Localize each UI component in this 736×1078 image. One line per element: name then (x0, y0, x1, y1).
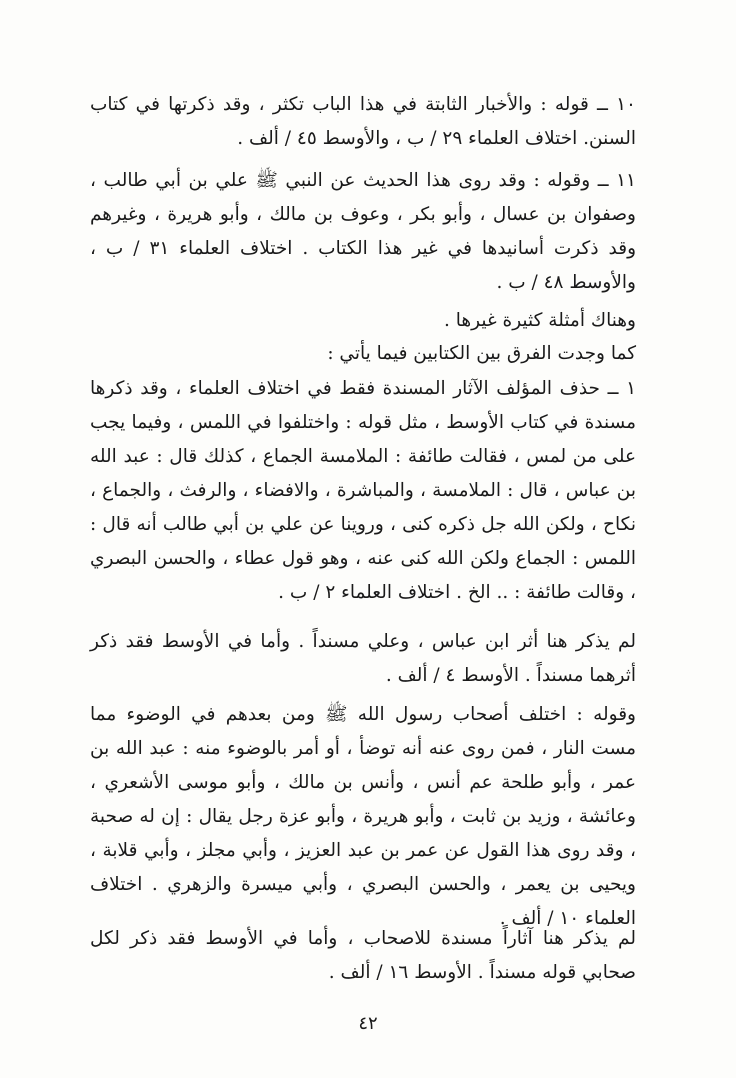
paragraph-text: لم يذكر هنا أثر ابن عباس ، وعلي مسنداً . وأما في الأوسط فقد ذكر أثرهما مسنداً . الأوسط ٤ / ألف . (90, 631, 636, 686)
paragraph-text: كما وجدت الفرق بين الكتابين فيما يأتي : (327, 343, 636, 364)
paragraph-other-examples (90, 304, 636, 338)
paragraph-note-2 (90, 922, 636, 990)
paragraph-text: وهناك أمثلة كثيرة غيرها . (444, 310, 636, 331)
paragraph-text: ١١ ــ وقوله : وقد روى هذا الحديث عن النبي ﷺ علي بن أبي طالب ، وصفوان بن عسال ، وأبو بكر ، وعوف بن مالك ، وأبو هريرة ، وغيرهم وقد ذكرت أسانيدها في غير هذا الكتاب . اختلاف العلماء ٣١ / ب ، والأوسط ٤٨ / ب . (90, 170, 637, 293)
paragraph-note-1 (90, 625, 636, 693)
paragraph-text: لم يذكر هنا آثاراً مسندة للاصحاب ، وأما في الأوسط فقد ذكر لكل صحابي قوله مسنداً . الأوسط ١٦ / ألف . (90, 928, 636, 983)
paragraph-item-11 (90, 164, 636, 300)
paragraph-wudu-quote (90, 698, 636, 936)
page-number: ٤٢ (358, 1013, 378, 1034)
paragraph-difference-1 (90, 372, 636, 610)
paragraph-text: ١ ــ حذف المؤلف الآثار المسندة فقط في اختلاف العلماء ، وقد ذكرها مسندة في كتاب الأوسط ، مثل قوله : واختلفوا في اللمس ، وفيما يجب على من لمس ، فقالت طائفة : الملامسة الجماع ، كذلك قال : عبد الله بن عباس ، قال : الملامسة ، والمباشرة ، والافضاء ، والرفث ، والجماع ، نكاح ، ولكن الله جل ذكره كنى ، وروينا عن علي بن أبي طالب أنه قال : اللمس : الجماع ولكن الله كنى عنه ، وهو قول عطاء ، والحسن البصري ، وقالت طائفة : .. الخ . اختلاف العلماء ٢ / ب . (90, 378, 636, 603)
paragraph-text: ١٠ ــ قوله : والأخبار الثابتة في هذا الباب تكثر ، وقد ذكرتها في كتاب السنن. اختلاف العلماء ٢٩ / ب ، والأوسط ٤٥ / ألف . (90, 94, 636, 149)
paragraph-differences-intro (90, 337, 636, 371)
paragraph-text: وقوله : اختلف أصحاب رسول الله ﷺ ومن بعدهم في الوضوء مما مست النار ، فمن روى عنه أنه توضأ ، أو أمر بالوضوء منه : عبد الله بن عمر ، وأبو طلحة عم أنس ، وأنس بن مالك ، وأبو موسى الأشعري ، وعائشة ، وزيد بن ثابت ، وأبو هريرة ، وأبو عزة رجل يقال : إن له صحبة ، وقد روى هذا القول عن عمر بن عبد العزيز ، وأبي مجلز ، وأبي قلابة ، ويحيى بن يعمر ، والحسن البصري ، وأبي ميسرة والزهري . اختلاف العلماء ١٠ / ألف . (90, 704, 636, 929)
paragraph-item-10 (90, 88, 636, 156)
